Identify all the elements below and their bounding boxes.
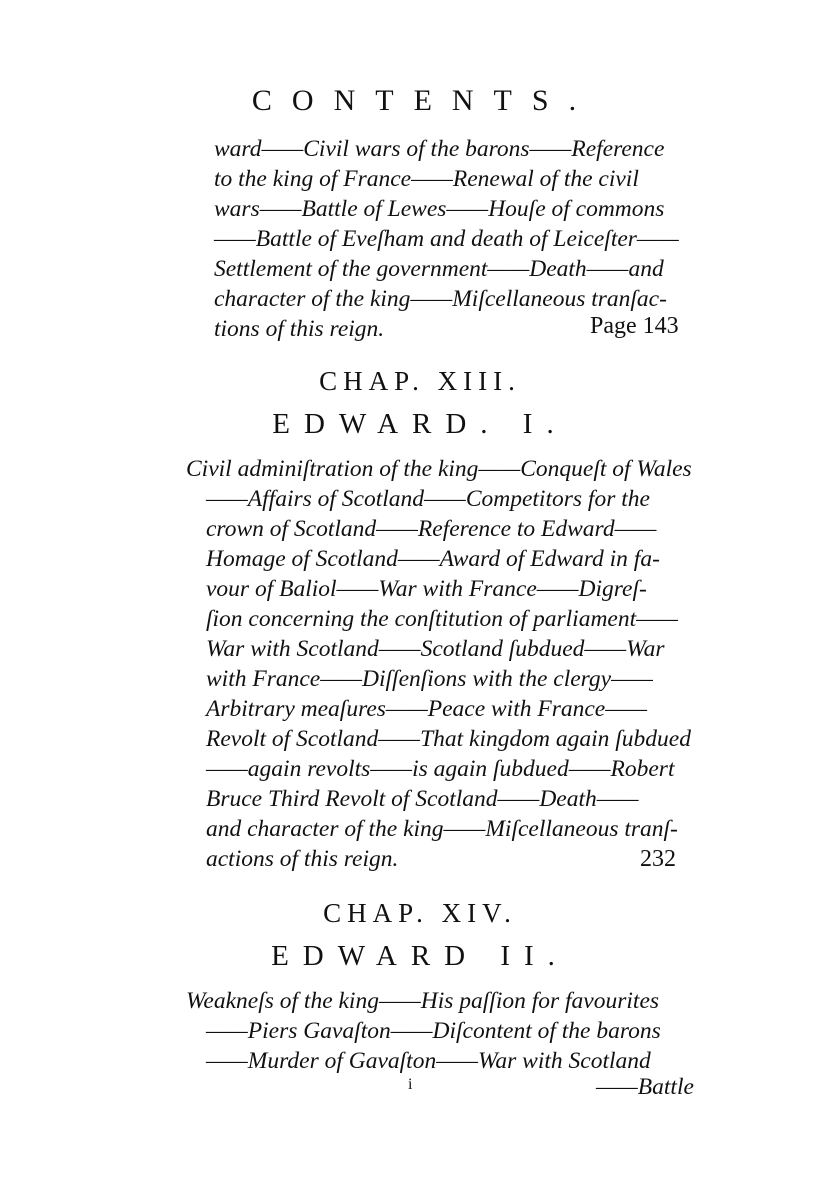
text-line: Revolt of Scotland——That kingdom again ſubdued xyxy=(206,726,691,752)
text-line: Civil adminiſtration of the king——Conqueſt of Wales xyxy=(186,456,692,482)
king-heading: EDWARD II. xyxy=(271,940,569,972)
text-line: Homage of Scotland——Award of Edward in fa- xyxy=(206,546,660,572)
text-line: wars——Battle of Lewes——Houſe of commons xyxy=(214,196,665,222)
text-line: Settlement of the government——Death——and xyxy=(214,256,664,282)
text-line: ward——Civil wars of the barons——Reference xyxy=(214,136,665,162)
text-line: ——Piers Gavaſton——Diſcontent of the barons xyxy=(206,1018,661,1044)
text-line: to the king of France——Renewal of the civil xyxy=(214,166,639,192)
page-reference: 232 xyxy=(640,846,676,872)
text-line: Arbitrary meaſures——Peace with France—— xyxy=(206,696,648,722)
page-reference: Page 143 xyxy=(590,313,679,339)
text-line: Bruce Third Revolt of Scotland——Death—— xyxy=(206,786,639,812)
text-line: vour of Baliol——War with France——Digreſ- xyxy=(206,576,647,602)
text-line: ſion concerning the conſtitution of parliament—— xyxy=(206,606,678,632)
text-line: actions of this reign. xyxy=(206,846,399,872)
signature-mark: i xyxy=(408,1076,413,1093)
text-line: tions of this reign. xyxy=(214,316,385,342)
text-line: and character of the king——Miſcellaneous tranſ- xyxy=(206,816,678,842)
text-line: ——Affairs of Scotland——Competitors for the xyxy=(206,486,650,512)
page-header: CONTENTS. xyxy=(251,84,597,117)
text-line: with France——Diſſenſions with the clergy—— xyxy=(206,666,653,692)
chapter-heading: CHAP. XIV. xyxy=(323,898,517,928)
text-line: War with Scotland——Scotland ſubdued——War xyxy=(206,636,665,662)
catchword: ——Battle xyxy=(596,1074,694,1100)
text-line: ——Murder of Gavaſton——War with Scotland xyxy=(206,1048,651,1074)
text-line: crown of Scotland——Reference to Edward—— xyxy=(206,516,657,542)
text-line: Weakneſs of the king——His paſſion for favourites xyxy=(186,988,660,1014)
king-heading: EDWARD. I. xyxy=(272,408,568,440)
text-line: character of the king——Miſcellaneous tranſac- xyxy=(214,286,667,312)
text-line: ——Battle of Eveſham and death of Leiceſter—— xyxy=(214,226,679,252)
text-line: ——again revolts——is again ſubdued——Robert xyxy=(206,756,675,782)
chapter-heading: CHAP. XIII. xyxy=(319,366,521,396)
